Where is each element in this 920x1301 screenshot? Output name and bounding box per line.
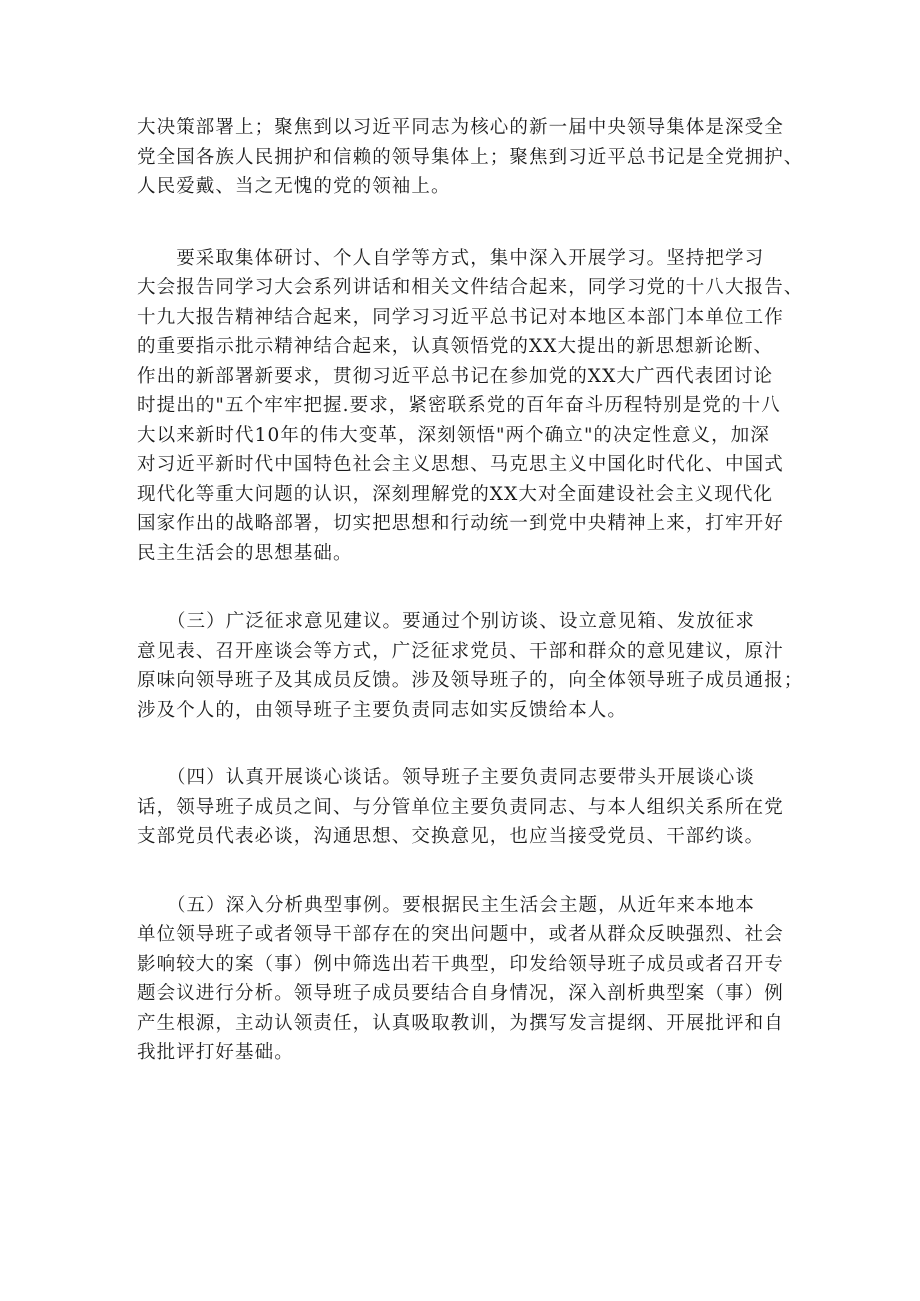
text-line: 产生根源，主动认领责任，认真吸取教训，为撰写发言提纲、开展批评和自 [137, 1012, 784, 1034]
text-line: 我批评打好基础。 [137, 1042, 294, 1063]
paragraph-heart-to-heart-talks [137, 763, 797, 852]
text-line: 涉及个人的，由领导班子主要负责同志如实反馈给本人。 [137, 699, 628, 721]
text-line: 支部党员代表必谈，沟通思想、交换意见，也应当接受党员、干部约谈。 [137, 826, 765, 847]
paragraph-typical-cases [137, 891, 797, 1068]
text-line: 十九大报告精神结合起来，同学习习近平总书记对本地区本部门本单位工作 [137, 306, 784, 328]
paragraph-solicit-opinions [137, 607, 804, 725]
paragraph-spacer [137, 852, 797, 891]
text-line: （四）认真开展谈心谈话。领导班子主要负责同志要带头开展谈心谈 [137, 767, 755, 788]
text-line: （五）深入分析典型事例。要根据民主生活会主题，从近年来本地本 [137, 894, 755, 916]
text-line: 话，领导班子成员之间、与分管单位主要负责同志、与本人组织关系所在党 [137, 796, 784, 818]
text-line: 单位领导班子或者领导干部存在的突出问题中，或者从群众反映强烈、社会 [137, 924, 784, 945]
text-line: 国家作出的战略部署，切实把思想和行动统一到党中央精神上来，打牢开好 [137, 513, 784, 534]
text-line: 题会议进行分析。领导班子成员要结合自身情况，深入剖析典型案（事）例 [137, 983, 784, 1004]
text-line: 现代化等重大问题的认识，深刻理解党的XX大对全面建设社会主义现代化 [137, 483, 774, 505]
text-line: 大决策部署上；聚焦到以习近平同志为核心的新一届中央领导集体是深受全 [137, 117, 784, 138]
text-line: 党全国各族人民拥护和信赖的领导集体上；聚焦到习近平总书记是全党拥护、 [137, 146, 804, 168]
paragraph-spacer [137, 568, 797, 607]
text-line: 影响较大的案（事）例中筛选出若干典型，印发给领导班子成员或者召开专 [137, 953, 784, 975]
paragraph-spacer [137, 725, 797, 763]
text-line: 大会报告同学习大会系列讲话和相关文件结合起来，同学习党的十八大报告、 [137, 277, 804, 298]
text-line: 作出的新部署新要求，贯彻习近平总书记在参加党的XX大广西代表团讨论 [137, 365, 774, 387]
paragraph-study-methods [137, 244, 804, 569]
text-line: 时提出的"五个牢牢把握.要求，紧密联系党的百年奋斗历程特别是党的十八 [137, 395, 781, 416]
text-line: （三）广泛征求意见建议。要通过个别访谈、设立意见箱、发放征求 [137, 611, 755, 632]
text-line: 对习近平新时代中国特色社会主义思想、马克思主义中国化时代化、中国式 [137, 454, 784, 475]
text-line: 原味向领导班子及其成员反馈。涉及领导班子的，向全体领导班子成员通报； [137, 670, 804, 691]
text-line: 民主生活会的思想基础。 [137, 542, 353, 564]
text-line: 意见表、召开座谈会等方式，广泛征求党员、干部和群众的意见建议，原汁 [137, 640, 784, 662]
text-line: 要采取集体研讨、个人自学等方式，集中深入开展学习。坚持把学习 [137, 247, 765, 269]
paragraph-spacer [137, 202, 797, 244]
text-line: 的重要指示批示精神结合起来，认真领悟党的XX大提出的新思想新论断、 [137, 336, 774, 357]
document-page [137, 113, 804, 1068]
text-line: 大以来新时代10年的伟大变革，深刻领悟"两个确立"的决定性意义，加深 [137, 424, 770, 446]
paragraph-decision-focus [137, 113, 804, 202]
text-line: 人民爱戴、当之无愧的党的领袖上。 [137, 176, 451, 197]
